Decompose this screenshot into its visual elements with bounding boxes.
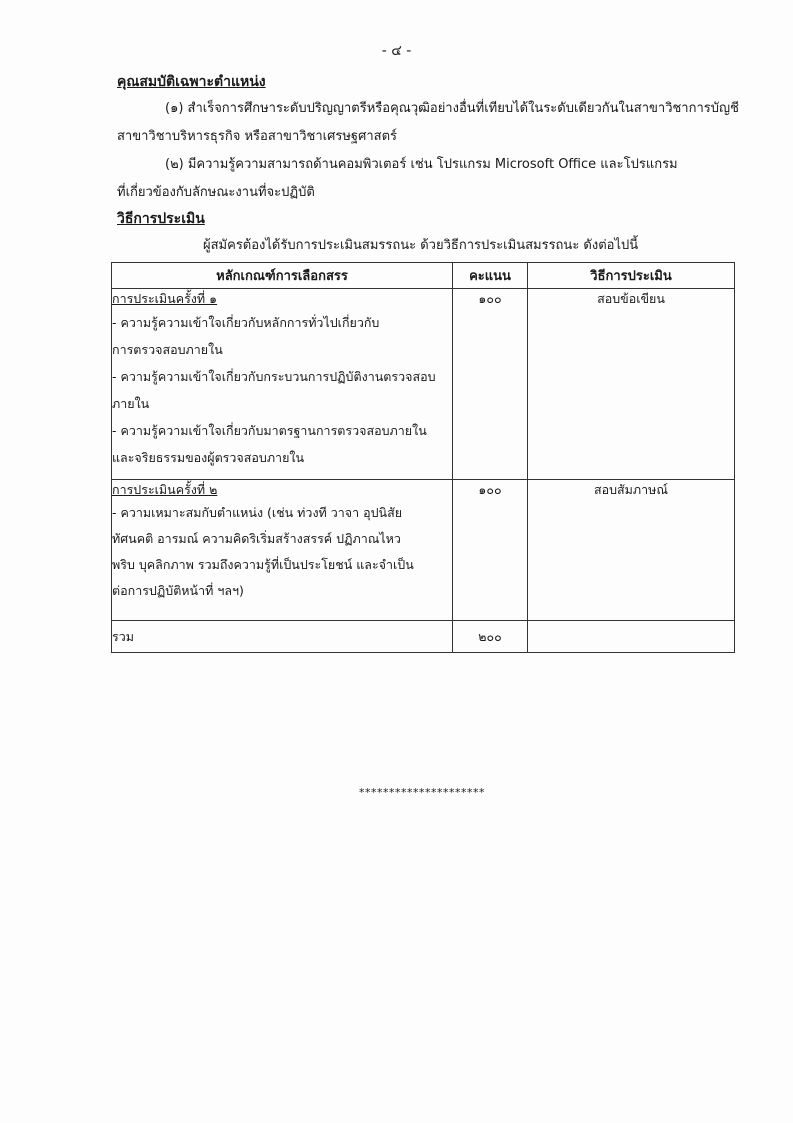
total-score: ๒๐๐ — [453, 621, 528, 653]
header-score: คะแนน — [453, 263, 528, 289]
assessment-heading: วิธีการประเมิน — [117, 211, 205, 227]
table-row — [112, 289, 735, 480]
page-number: - ๔ - — [381, 43, 412, 59]
round-1-line: และจริยธรรมของผู้ตรวจสอบภายใน — [112, 450, 305, 465]
round-1-line: ภายใน — [112, 396, 150, 411]
round-2-line: ต่อการปฏิบัติหน้าที่ ฯลฯ) — [112, 583, 244, 598]
assessment-intro: ผู้สมัครต้องได้รับการประเมินสมรรถนะ ด้วยวิธีการประเมินสมรรถนะ ดังต่อไปนี้ — [203, 238, 639, 253]
round-1-line: - ความรู้ความเข้าใจเกี่ยวกับมาตรฐานการตรวจสอบภายใน — [112, 423, 427, 438]
total-label: รวม — [112, 621, 453, 653]
round-2-title: การประเมินครั้งที่ ๒ — [112, 482, 218, 497]
table-row — [112, 480, 735, 621]
round-2-line: พริบ บุคลิกภาพ รวมถึงความรู้ที่เป็นประโยชน์ และจำเป็น — [112, 557, 414, 572]
criteria-cell-round-1 — [112, 289, 453, 480]
round-2-line: - ความเหมาะสมกับตำแหน่ง (เช่น ท่วงที วาจา อุปนิสัย — [112, 505, 403, 520]
header-method: วิธีการประเมิน — [528, 263, 735, 289]
round-1-score: ๑๐๐ — [453, 289, 528, 480]
round-1-method: สอบข้อเขียน — [528, 289, 735, 480]
qualifications-heading: คุณสมบัติเฉพาะตำแหน่ง — [117, 74, 266, 90]
round-1-line: - ความรู้ความเข้าใจเกี่ยวกับหลักการทั่วไปเกี่ยวกับ — [112, 315, 380, 330]
round-2-line: ทัศนคติ อารมณ์ ความคิดริเริ่มสร้างสรรค์ ปฏิภาณไหว — [112, 531, 401, 546]
qualification-item-2-line-2: ที่เกี่ยวข้องกับลักษณะงานที่จะปฏิบัติ — [117, 185, 315, 200]
total-method-empty — [528, 621, 735, 653]
criteria-cell-round-2 — [112, 480, 453, 621]
qualification-item-1-line-1: (๑) สำเร็จการศึกษาระดับปริญญาตรีหรือคุณวุฒิอย่างอื่นที่เทียบได้ในระดับเดียวกันในสาขาวิชาการบัญชี — [165, 101, 739, 116]
round-1-line: - ความรู้ความเข้าใจเกี่ยวกับกระบวนการปฏิบัติงานตรวจสอบ — [112, 369, 436, 384]
table-total-row — [112, 621, 735, 653]
round-2-method: สอบสัมภาษณ์ — [528, 480, 735, 621]
qualification-item-1-line-2: สาขาวิชาบริหารธุรกิจ หรือสาขาวิชาเศรษฐศาสตร์ — [117, 129, 398, 144]
qualification-item-2-line-1: (๒) มีความรู้ความสามารถด้านคอมพิวเตอร์ เช่น โปรแกรม Microsoft Office และโปรแกรม — [165, 157, 678, 172]
assessment-table — [111, 262, 735, 653]
round-1-line: การตรวจสอบภายใน — [112, 342, 223, 357]
round-2-score: ๑๐๐ — [453, 480, 528, 621]
header-criteria: หลักเกณฑ์การเลือกสรร — [112, 263, 453, 289]
end-of-page-stars: ********************* — [359, 786, 485, 799]
round-1-title: การประเมินครั้งที่ ๑ — [112, 291, 218, 306]
table-header-row — [112, 263, 735, 289]
